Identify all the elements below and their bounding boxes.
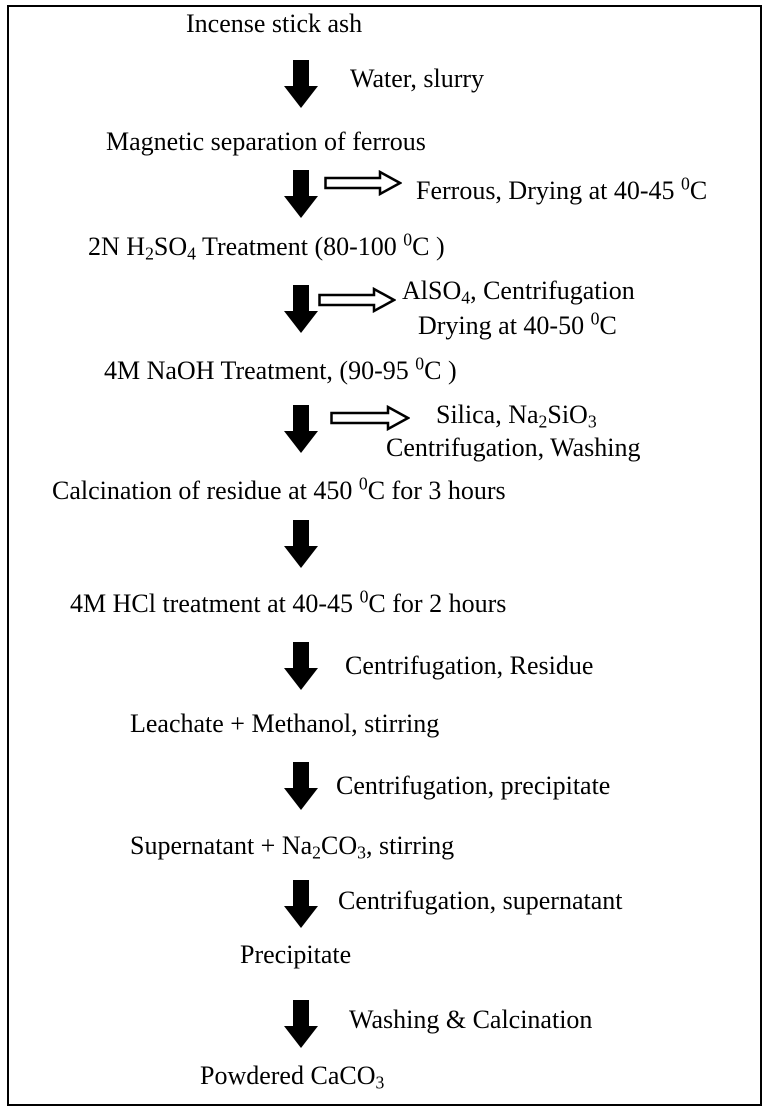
down-arrow-icon xyxy=(284,762,318,810)
step-incense-stick-ash: Incense stick ash xyxy=(186,9,363,38)
label-drying-40-50: Drying at 40-50 $^0$C xyxy=(418,308,617,340)
down-arrow-icon xyxy=(284,880,318,928)
right-arrow-icon xyxy=(324,170,402,196)
step-leachate-methanol: Leachate + Methanol, stirring xyxy=(130,709,440,738)
right-arrow-icon xyxy=(330,405,410,431)
step-powdered-caco3: Powdered CaCO$_3$ xyxy=(200,1061,385,1093)
down-arrow-icon xyxy=(284,1000,318,1048)
label-centrifugation-supernatant: Centrifugation, supernatant xyxy=(338,886,623,915)
label-washing-calcination: Washing & Calcination xyxy=(349,1005,593,1034)
label-centrifugation-precipitate: Centrifugation, precipitate xyxy=(336,771,611,800)
down-arrow-icon xyxy=(284,405,318,453)
step-precipitate: Precipitate xyxy=(240,940,352,969)
step-supernatant-na2co3: Supernatant + $Na_2CO_3$, stirring xyxy=(130,831,455,863)
label-ferrous-drying: Ferrous, Drying at 40-45 $^0$C xyxy=(416,173,708,205)
label-alsO4-centrifugation: AlSO$_4$, Centrifugation xyxy=(402,276,635,308)
down-arrow-icon xyxy=(284,520,318,568)
down-arrow-icon xyxy=(284,642,318,690)
step-magnetic-separation: Magnetic separation of ferrous xyxy=(106,127,426,156)
label-water-slurry: Water, slurry xyxy=(350,64,485,93)
down-arrow-icon xyxy=(284,285,318,333)
step-calcination: Calcination of residue at 450 $^0$C for 3 hours xyxy=(52,473,506,505)
down-arrow-icon xyxy=(284,170,318,218)
label-silica-na2sio3: Silica, $Na_2SiO_3$ xyxy=(436,400,597,432)
step-naoh-treatment: 4M NaOH Treatment, (90-95 $^0$C ) xyxy=(104,353,457,385)
down-arrow-icon xyxy=(284,60,318,108)
step-h2so4-treatment: 2N $H_2SO_4$ Treatment (80-100 $^0$C ) xyxy=(88,229,445,264)
label-centrifugation-residue: Centrifugation, Residue xyxy=(345,651,594,680)
right-arrow-icon xyxy=(318,287,396,313)
label-centrifugation-washing: Centrifugation, Washing xyxy=(386,433,641,462)
step-hcl-treatment: 4M HCl treatment at 40-45 $^0$C for 2 hours xyxy=(70,586,507,618)
